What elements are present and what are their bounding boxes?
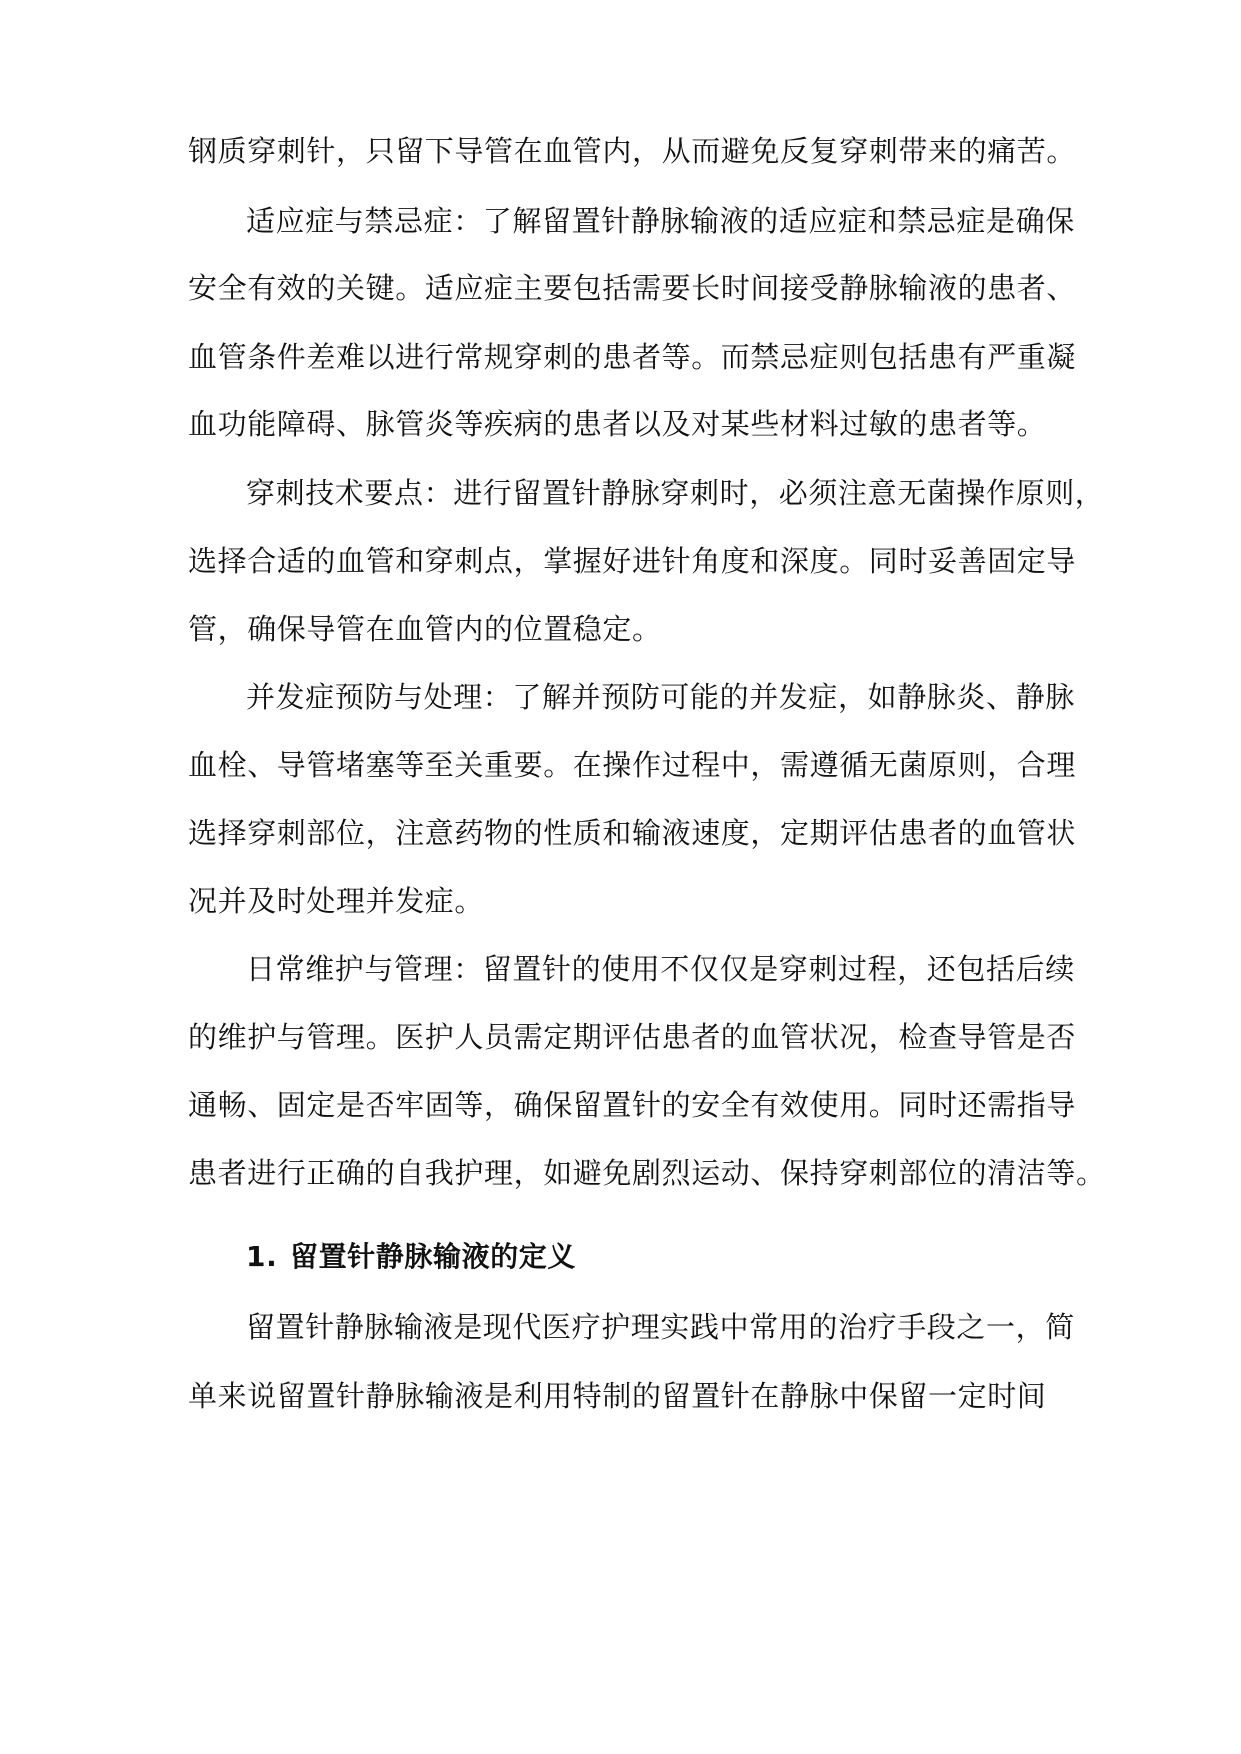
paragraph-line: 患者进行正确的自我护理，如避免剧烈运动、保持穿刺部位的清洁等。	[188, 1156, 1106, 1190]
paragraph-line: 选择穿刺部位，注意药物的性质和输液速度，定期评估患者的血管状	[188, 816, 1077, 850]
paragraph-line: 日常维护与管理：留置针的使用不仅仅是穿刺过程，还包括后续	[246, 952, 1075, 986]
paragraph-line: 况并及时处理并发症。	[188, 884, 485, 918]
paragraph-line: 选择合适的血管和穿刺点，掌握好进针角度和深度。同时妥善固定导	[188, 544, 1077, 578]
paragraph-line: 血管条件差难以进行常规穿刺的患者等。而禁忌症则包括患有严重凝	[188, 340, 1077, 374]
paragraph-line: 适应症与禁忌症：了解留置针静脉输液的适应症和禁忌症是确保	[246, 204, 1075, 238]
paragraph-line: 通畅、固定是否牢固等，确保留置针的安全有效使用。同时还需指导	[188, 1088, 1077, 1122]
paragraph-line: 穿刺技术要点：进行留置针静脉穿刺时，必须注意无菌操作原则，	[246, 476, 1105, 510]
paragraph-line: 管，确保导管在血管内的位置稳定。	[188, 612, 662, 646]
paragraph-line: 单来说留置针静脉输液是利用特制的留置针在静脉中保留一定时间	[188, 1379, 1047, 1413]
paragraph-line: 血功能障碍、脉管炎等疾病的患者以及对某些材料过敏的患者等。	[188, 407, 1047, 441]
paragraph-line: 安全有效的关键。适应症主要包括需要长时间接受静脉输液的患者、	[188, 271, 1077, 305]
section-heading-text: 留置针静脉输液的定义	[290, 1240, 577, 1273]
section-heading	[246, 1237, 1126, 1277]
paragraph-line: 留置针静脉输液是现代医疗护理实践中常用的治疗手段之一，简	[246, 1310, 1075, 1344]
section-heading-number: 1.	[246, 1240, 278, 1273]
paragraph-line: 的维护与管理。医护人员需定期评估患者的血管状况，检查导管是否	[188, 1020, 1077, 1054]
paragraph-line: 并发症预防与处理：了解并预防可能的并发症，如静脉炎、静脉	[246, 680, 1075, 714]
paragraph-line: 血栓、导管堵塞等至关重要。在操作过程中，需遵循无菌原则，合理	[188, 748, 1077, 782]
paragraph-line: 钢质穿刺针，只留下导管在血管内，从而避免反复穿刺带来的痛苦。	[188, 134, 1077, 168]
